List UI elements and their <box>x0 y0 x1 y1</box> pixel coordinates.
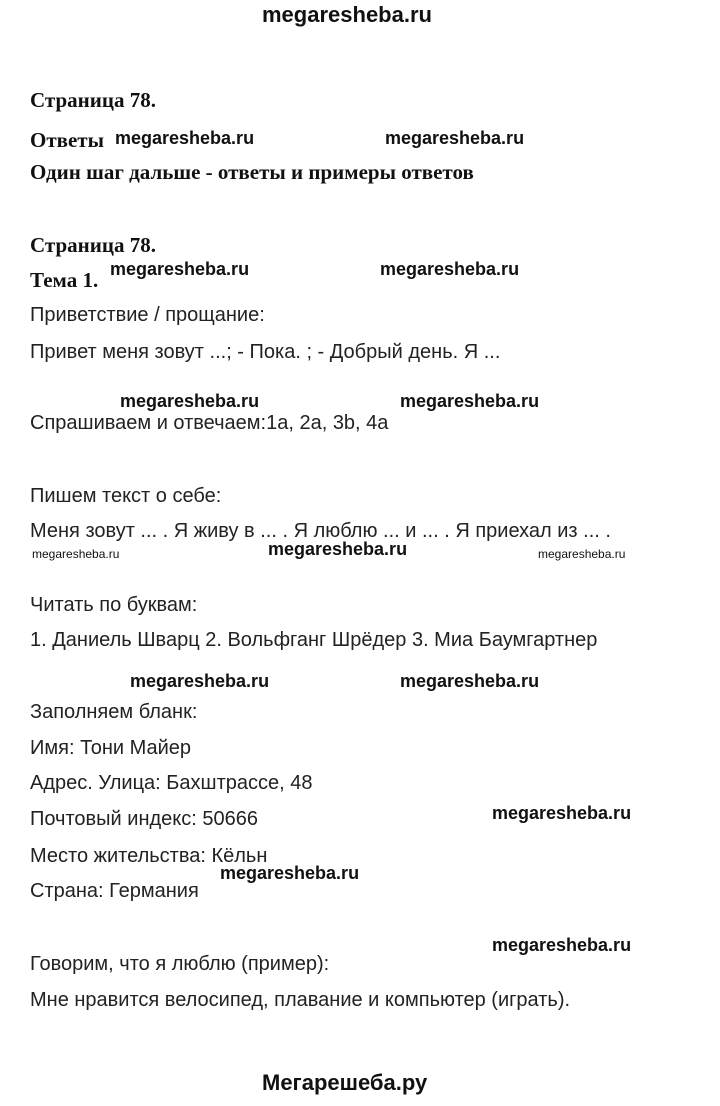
spell-text: 1. Даниель Шварц 2. Вольфганг Шрёдер 3. Миа Баумгартнер <box>30 629 598 651</box>
watermark: megaresheba.ru <box>220 863 360 883</box>
spell-label: Читать по буквам: <box>30 594 198 616</box>
watermark-small: megaresheba.ru <box>32 547 120 561</box>
form-zip: Почтовый индекс: 50666 <box>30 808 258 830</box>
watermark: megaresheba.ru <box>130 671 270 691</box>
form-address: Адрес. Улица: Бахштрассе, 48 <box>30 772 313 794</box>
topic-heading: Тема 1. <box>30 268 99 292</box>
watermark: megaresheba.ru <box>400 671 540 691</box>
watermark: megaresheba.ru <box>110 259 250 279</box>
watermark: megaresheba.ru <box>492 803 632 823</box>
form-city: Место жительства: Кёльн <box>30 845 268 867</box>
answers-heading: Ответы <box>30 128 105 152</box>
page-heading-2: Страница 78. <box>30 233 156 257</box>
ask-answer-text: Спрашиваем и отвечаем:1a, 2a, 3b, 4a <box>30 412 389 434</box>
form-name: Имя: Тони Майер <box>30 737 192 759</box>
form-country: Страна: Германия <box>30 880 199 902</box>
subtitle-heading: Один шаг дальше - ответы и примеры ответов <box>30 160 474 184</box>
watermark: megaresheba.ru <box>492 935 632 955</box>
watermark: megaresheba.ru <box>268 539 408 559</box>
form-label: Заполняем бланк: <box>30 701 198 723</box>
watermark: megaresheba.ru <box>385 128 525 148</box>
page-heading: Страница 78. <box>30 88 156 112</box>
watermark-small: megaresheba.ru <box>538 547 626 561</box>
like-label: Говорим, что я люблю (пример): <box>30 953 330 975</box>
site-header[interactable]: megaresheba.ru <box>262 2 432 27</box>
like-text: Мне нравится велосипед, плавание и компьютер (играть). <box>30 989 571 1011</box>
write-text: Меня зовут ... . Я живу в ... . Я люблю ... и ... . Я приехал из ... . <box>30 520 611 542</box>
greeting-text: Привет меня зовут ...; - Пока. ; - Добрый день. Я ... <box>30 341 501 363</box>
watermark: megaresheba.ru <box>120 391 260 411</box>
site-footer[interactable]: Мегарешеба.ру <box>262 1070 428 1095</box>
watermark: megaresheba.ru <box>400 391 540 411</box>
greeting-label: Приветствие / прощание: <box>30 304 265 326</box>
watermark: megaresheba.ru <box>115 128 255 148</box>
watermark: megaresheba.ru <box>380 259 520 279</box>
write-label: Пишем текст о себе: <box>30 485 222 507</box>
